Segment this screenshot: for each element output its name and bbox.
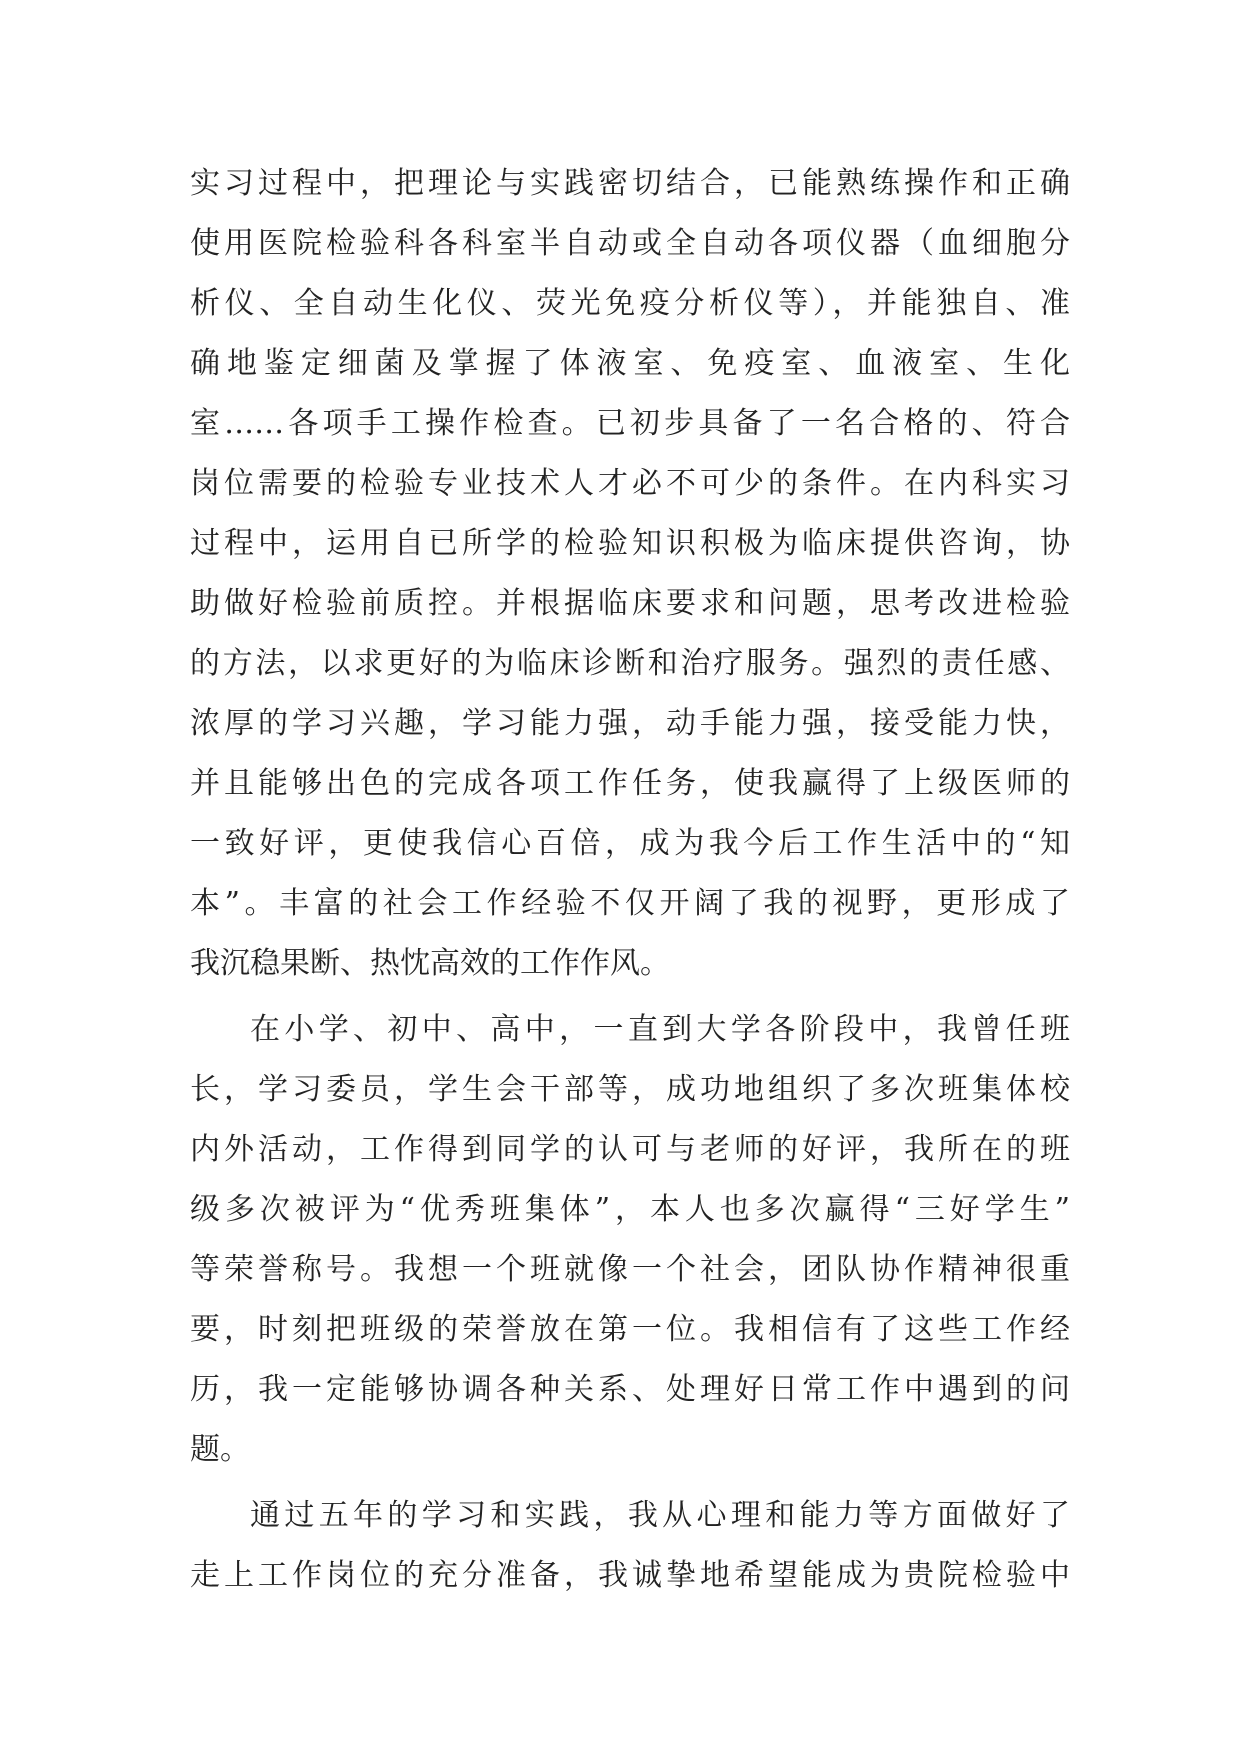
text-line: 题。 <box>190 1432 250 1467</box>
text-line: 岗位需要的检验专业技术人才必不可少的条件。在内科实习 <box>190 466 1070 501</box>
text-line: 我沉稳果断、热忱高效的工作作风。 <box>190 946 670 981</box>
text-line: 长，学习委员，学生会干部等，成功地组织了多次班集体校 <box>190 1072 1070 1107</box>
text-line: 走上工作岗位的充分准备，我诚挚地希望能成为贵院检验中 <box>190 1558 1070 1593</box>
text-line: 一致好评，更使我信心百倍，成为我今后工作生活中的“知 <box>190 826 1070 861</box>
text-line: 实习过程中，把理论与实践密切结合，已能熟练操作和正确 <box>190 166 1070 201</box>
text-line: 助做好检验前质控。并根据临床要求和问题，思考改进检验 <box>190 586 1070 621</box>
text-line: 并且能够出色的完成各项工作任务，使我赢得了上级医师的 <box>190 766 1070 801</box>
text-line: 使用医院检验科各科室半自动或全自动各项仪器（血细胞分 <box>190 226 1070 261</box>
text-line: 级多次被评为“优秀班集体”，本人也多次赢得“三好学生” <box>190 1192 1070 1227</box>
text-line: 要，时刻把班级的荣誉放在第一位。我相信有了这些工作经 <box>190 1312 1070 1347</box>
text-line: 内外活动，工作得到同学的认可与老师的好评，我所在的班 <box>190 1132 1070 1167</box>
paragraph-3 <box>190 1486 1070 1606</box>
body-text <box>190 154 1070 1606</box>
text-line: 在小学、初中、高中，一直到大学各阶段中，我曾任班 <box>250 1012 1070 1047</box>
text-line: 浓厚的学习兴趣，学习能力强，动手能力强，接受能力快， <box>190 706 1070 741</box>
text-line: 析仪、全自动生化仪、荧光免疫分析仪等），并能独自、准 <box>190 286 1070 321</box>
text-line: 历，我一定能够协调各种关系、处理好日常工作中遇到的问 <box>190 1372 1070 1407</box>
paragraph-2 <box>190 1000 1070 1480</box>
text-line: 室……各项手工操作检查。已初步具备了一名合格的、符合 <box>190 406 1070 441</box>
paragraph-1 <box>190 154 1070 994</box>
text-line: 过程中，运用自已所学的检验知识积极为临床提供咨询，协 <box>190 526 1070 561</box>
text-line: 的方法，以求更好的为临床诊断和治疗服务。强烈的责任感、 <box>190 646 1070 681</box>
text-line: 本”。丰富的社会工作经验不仅开阔了我的视野，更形成了 <box>190 886 1070 921</box>
text-line: 确地鉴定细菌及掌握了体液室、免疫室、血液室、生化 <box>190 346 1070 381</box>
text-line: 等荣誉称号。我想一个班就像一个社会，团队协作精神很重 <box>190 1252 1070 1287</box>
text-line: 通过五年的学习和实践，我从心理和能力等方面做好了 <box>250 1498 1070 1533</box>
